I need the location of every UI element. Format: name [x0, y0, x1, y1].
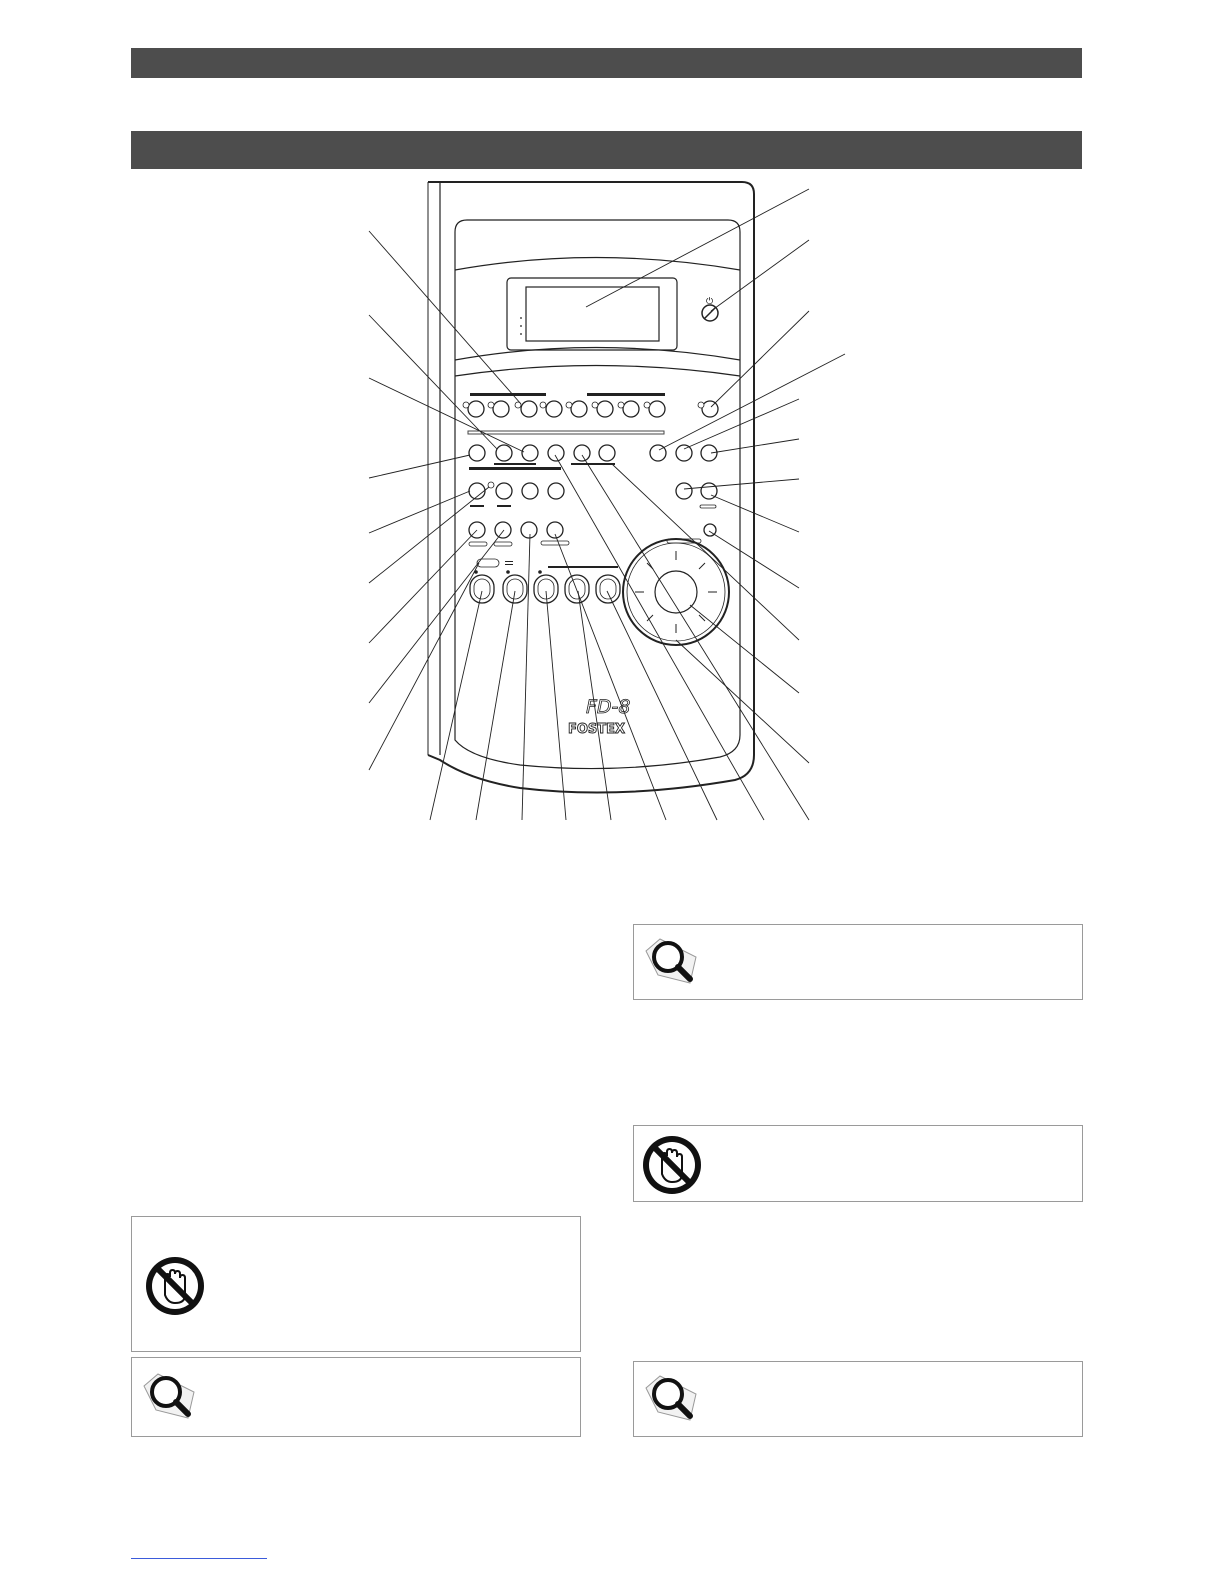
no-touch-hand-icon: [638, 1130, 708, 1200]
note-box: [633, 1361, 1083, 1437]
edit-buttons-row[interactable]: [469, 483, 717, 499]
footer-link-underline[interactable]: [131, 1558, 267, 1559]
function-buttons-row[interactable]: [469, 445, 717, 461]
no-touch-hand-icon: [141, 1251, 211, 1321]
power-symbol: ⏻: [706, 297, 714, 307]
note-box: [633, 924, 1083, 1000]
locate-buttons-row[interactable]: [469, 522, 563, 538]
jog-dial[interactable]: [623, 539, 729, 645]
brand-logo: FOSTEX: [568, 722, 626, 737]
caution-box: [131, 1216, 581, 1352]
model-logo: FD-8: [586, 696, 631, 718]
note-box: [131, 1357, 581, 1437]
caution-box: [633, 1125, 1083, 1202]
magnifier-over-book-icon: [638, 1368, 708, 1428]
magnifier-over-book-icon: [136, 1366, 206, 1426]
magnifier-over-book-icon: [638, 931, 708, 991]
